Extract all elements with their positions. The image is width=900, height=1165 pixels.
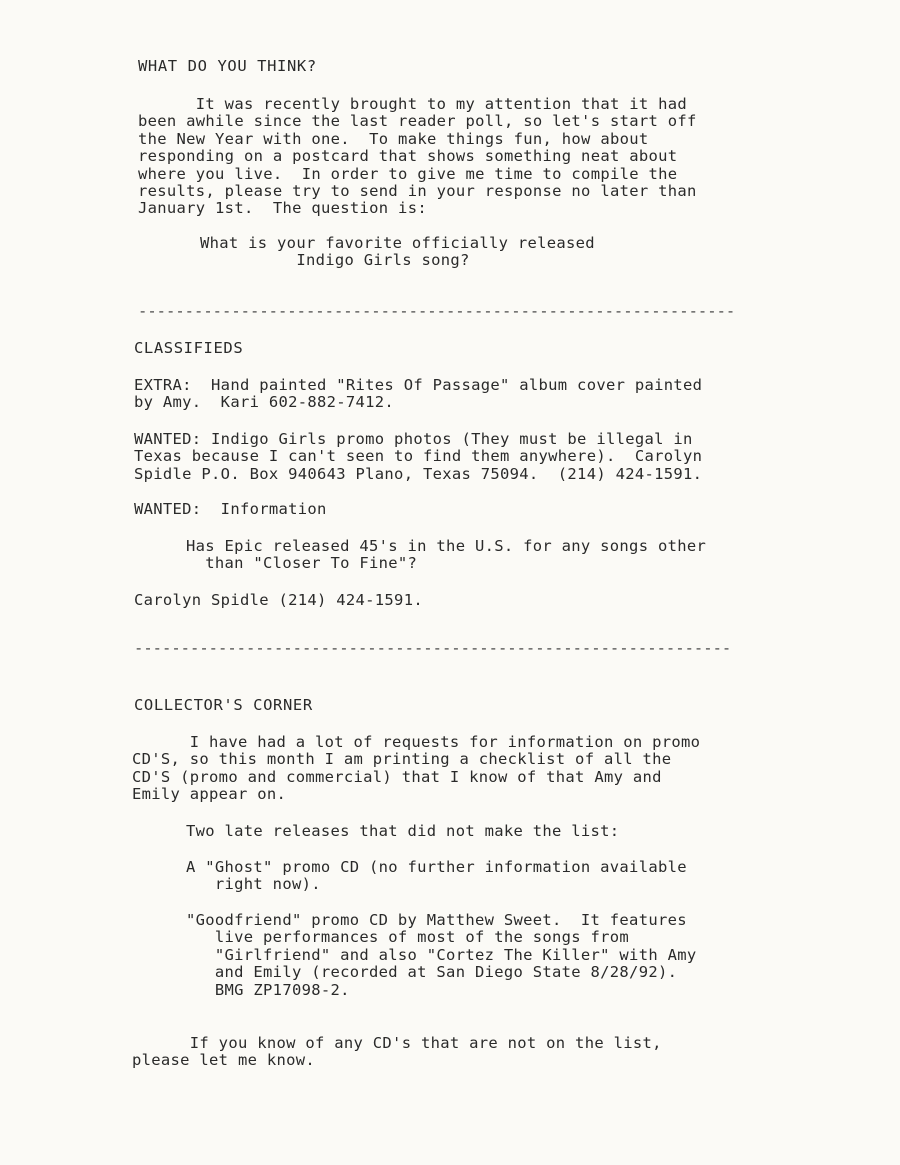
classified-contact: Carolyn Spidle (214) 424-1591. (134, 591, 423, 609)
classified-extra: EXTRA: Hand painted "Rites Of Passage" album cover painted by Amy. Kari 602-882-7412. (134, 376, 703, 412)
late-releases-intro: Two late releases that did not make the list: (186, 822, 620, 840)
section-divider: ---------------------------------------------------------------- (134, 640, 732, 657)
classified-wanted-photos: WANTED: Indigo Girls promo photos (They must be illegal in Texas because I can't seen to find them anywhere). Carolyn Spidle P.O. Box 940643 Plano, Texas 75094. (214) 424-1591. (134, 430, 703, 483)
classified-wanted-info-question: Has Epic released 45's in the U.S. for any songs other than "Closer To Fine"? (186, 537, 707, 573)
goodfriend-promo-item: "Goodfriend" promo CD by Matthew Sweet. It features live performances of most of the songs from "Girlfriend" and also "Cortez The Killer" with Amy and Emily (recorded at San Diego State 8/28/92). BMG ZP17098-2. (186, 911, 697, 999)
poll-body: It was recently brought to my attention that it had been awhile since the last reader poll, so let's start off the New Year with one. To make things fun, how about responding on a postcard that shows something neat about where you live. In order to give me time to compile the results, please try to send in your response no later than January 1st. The question is: (138, 95, 697, 218)
classified-wanted-info-label: WANTED: Information (134, 500, 327, 518)
poll-heading: WHAT DO YOU THINK? (138, 57, 317, 75)
collectors-corner-heading: COLLECTOR'S CORNER (134, 696, 313, 714)
ghost-promo-item: A "Ghost" promo CD (no further information available right now). (186, 858, 687, 894)
section-divider: ---------------------------------------------------------------- (138, 303, 736, 320)
collectors-closing: If you know of any CD's that are not on the list, please let me know. (132, 1034, 662, 1070)
poll-question: What is your favorite officially released Indigo Girls song? (200, 234, 595, 270)
collectors-intro: I have had a lot of requests for information on promo CD'S, so this month I am printing a checklist of all the CD'S (promo and commercial) that I know of that Amy and Emily appear on. (132, 733, 701, 804)
classifieds-heading: CLASSIFIEDS (134, 339, 244, 357)
